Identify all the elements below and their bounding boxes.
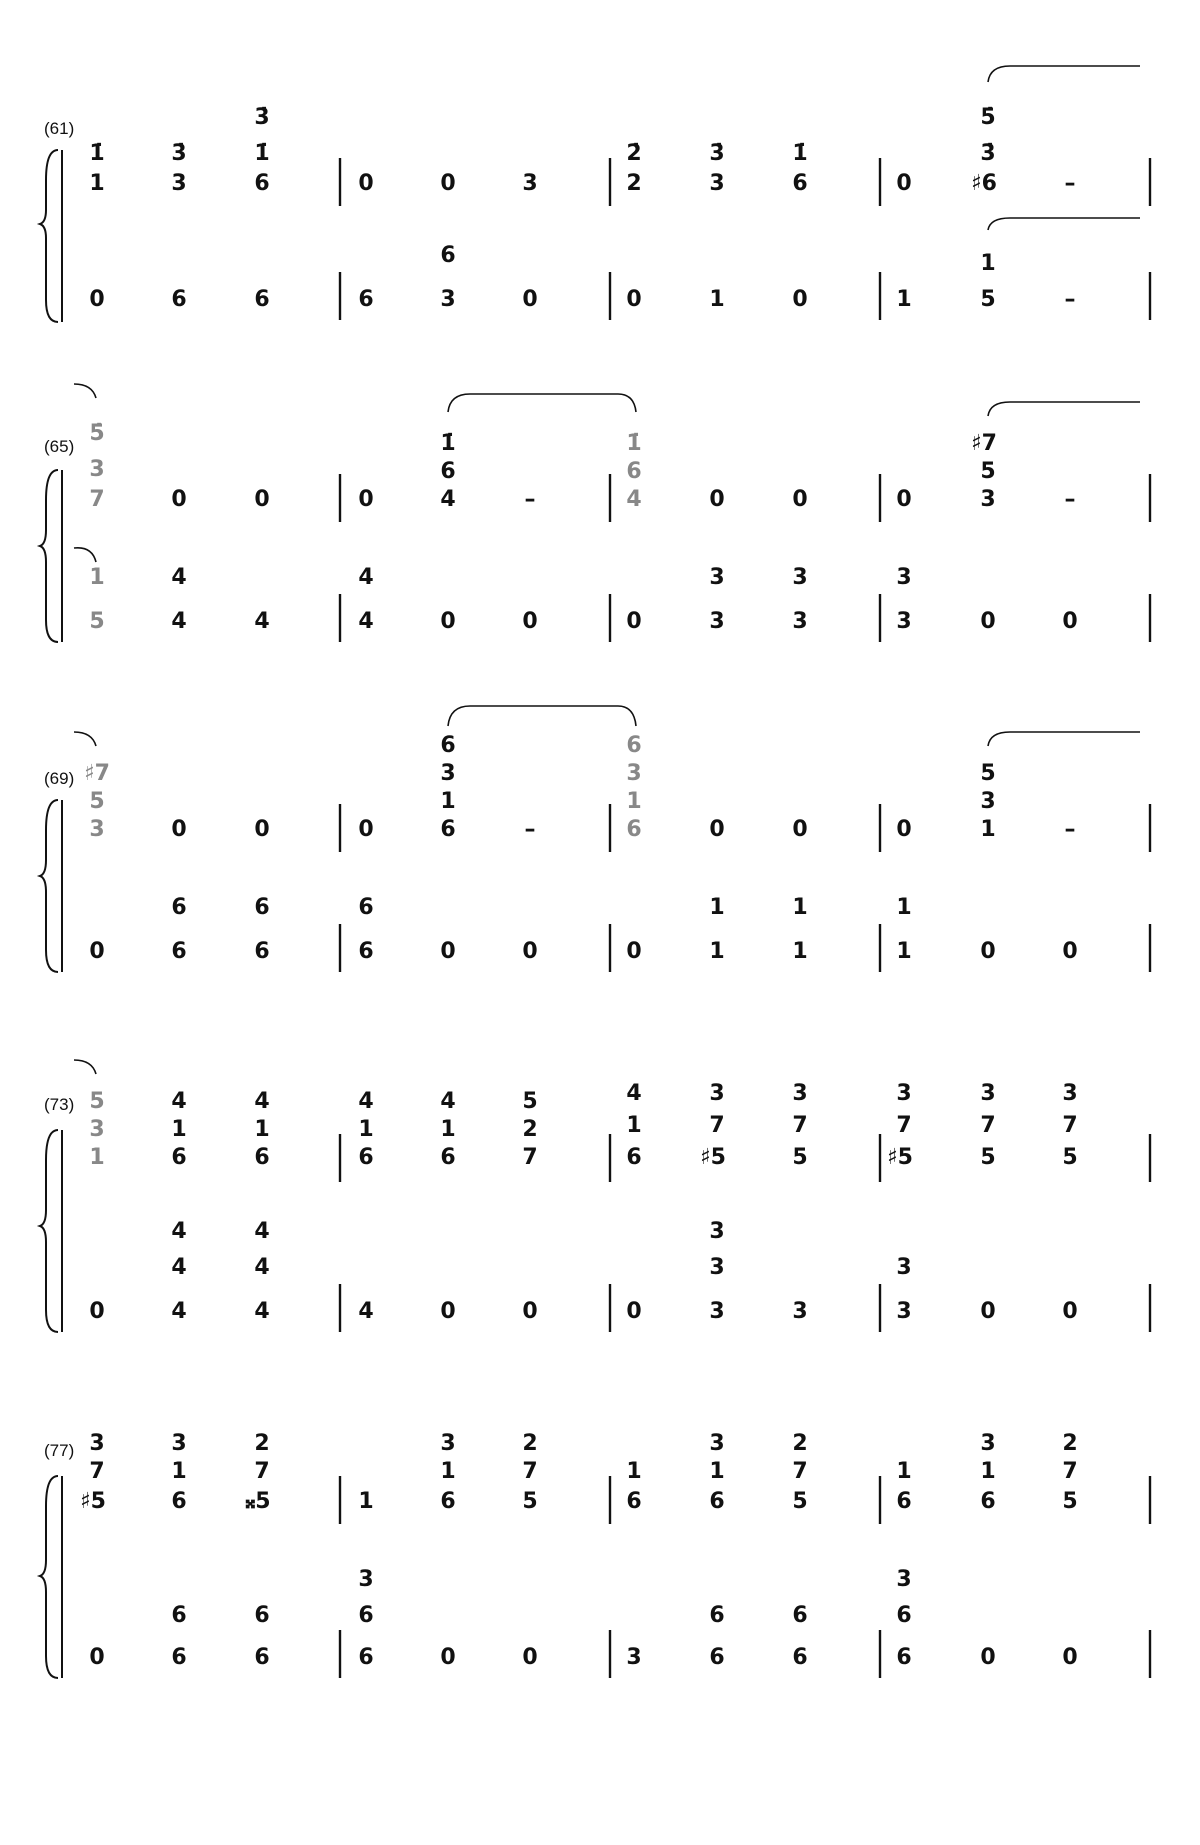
tie [74,1060,96,1074]
note: 0 [1062,1299,1078,1324]
note: 6 [440,733,456,758]
note: 6 [254,1603,270,1628]
note: 0 [626,1299,642,1324]
note: 0 [896,817,912,842]
note: 6 [709,1489,725,1514]
note: 7 [522,1145,538,1170]
note: 3 [896,1567,912,1592]
note: 7 [980,1113,996,1138]
note: 6 [358,287,374,312]
note: 4 [254,1299,270,1324]
note: 0 [980,1645,996,1670]
note: ♯5 [887,1145,913,1170]
note: 1 [980,817,996,842]
note: 4 [358,1299,374,1324]
note: 6 [254,895,270,920]
note: 3 [89,1431,105,1456]
note: 1 [89,1145,105,1170]
system-77 [40,1431,1150,1678]
tie [74,384,96,398]
note: 7 [254,1459,270,1484]
note: ♯5 [80,1489,106,1514]
note: 2 [626,171,642,196]
note: 0 [1062,939,1078,964]
note: 7 [1062,1113,1078,1138]
note: 1 [440,789,456,814]
note: 6 [792,1645,808,1670]
note: 1 [709,895,725,920]
note: 0 [171,487,187,512]
note: 6 [896,1645,912,1670]
note: 3 [626,1645,642,1670]
note: 3 [89,817,105,842]
note: 5 [89,789,105,814]
note: 2 [254,1431,270,1456]
note: 3 [626,761,642,786]
note: 6 [896,1489,912,1514]
note: 2 [522,1431,538,1456]
note: 0 [254,817,270,842]
note: 1 [440,1459,456,1484]
note: 0 [358,487,374,512]
note: 4 [171,1255,187,1280]
tie [988,218,1140,230]
note: 0 [522,1645,538,1670]
tie [74,732,96,746]
note: 6 [358,1645,374,1670]
note: 6 [709,1603,725,1628]
note: 6 [440,459,456,484]
note: 3 [792,609,808,634]
note: 3 [89,457,105,482]
note: 5 [522,1489,538,1514]
note: 1 [171,1459,187,1484]
system-61 [40,66,1150,322]
note: 0 [1062,1645,1078,1670]
note: 5 [792,1489,808,1514]
note: 1 [358,1489,374,1514]
note: 0 [626,939,642,964]
note: 5 [1062,1489,1078,1514]
note: 4 [358,1089,374,1114]
note: 3 [792,1081,808,1106]
note: 6 [980,1489,996,1514]
tie [448,394,636,412]
note: 3 [792,565,808,590]
note: 1 [896,1459,912,1484]
note: 0 [980,609,996,634]
note: 4 [171,609,187,634]
brace [40,800,58,972]
note: 3 [440,287,456,312]
note: 4 [171,1089,187,1114]
note: 3 [896,1299,912,1324]
note: 4 [358,609,374,634]
note: 0 [254,487,270,512]
note: 6 [254,939,270,964]
note: 6 [171,1489,187,1514]
note: 1 [171,1117,187,1142]
note: 4 [358,565,374,590]
note: 3 [896,1081,912,1106]
note: 1 [709,939,725,964]
note: 3 [440,1431,456,1456]
note: ♯6 [971,171,997,196]
note: 6 [254,1145,270,1170]
measure-number: (69) [44,769,75,788]
note: 7 [792,1459,808,1484]
note: 6 [709,1645,725,1670]
note: 0 [89,939,105,964]
note: 0 [440,939,456,964]
note: 3 [709,1081,725,1106]
note: 4 [171,565,187,590]
note: – [1064,287,1076,312]
note: 6 [358,1145,374,1170]
note: 6 [171,895,187,920]
note: 1 [792,895,808,920]
note: 1 [89,171,105,196]
note: 1 [626,1459,642,1484]
note: – [524,817,536,842]
note: 3 [709,1255,725,1280]
note: 3 [171,171,187,196]
note: 4 [254,609,270,634]
note: 6 [626,817,642,842]
note: 6 [440,243,456,268]
note: 6 [440,1145,456,1170]
note: 7 [89,1459,105,1484]
note: 1̇ [440,431,456,456]
note: 1 [980,1459,996,1484]
note: 0 [792,287,808,312]
note: 6 [171,939,187,964]
note: 5 [1062,1145,1078,1170]
note: 4 [626,487,642,512]
system-73 [40,1060,1150,1332]
note: 1 [896,895,912,920]
note: 0 [792,487,808,512]
note: 1 [709,287,725,312]
note: 6 [626,459,642,484]
note: ♯7 [84,761,110,786]
note: 3 [709,609,725,634]
note: – [1064,487,1076,512]
note: 0 [89,287,105,312]
tie [988,66,1140,82]
note: 0 [980,1299,996,1324]
note: 3 [709,565,725,590]
measure-number: (73) [44,1095,75,1114]
note: 0 [709,487,725,512]
note: 2 [522,1117,538,1142]
note: 7 [792,1113,808,1138]
note: 4 [626,1081,642,1106]
note: 3 [980,487,996,512]
note: 6 [171,1145,187,1170]
note: 6 [626,1145,642,1170]
note: 0 [626,609,642,634]
note: 6 [171,1603,187,1628]
note: 7 [896,1113,912,1138]
note: 3 [709,171,725,196]
note: 0 [171,817,187,842]
note: 0 [358,817,374,842]
note: 5 [980,287,996,312]
note: 3 [980,1431,996,1456]
note: 5 [980,1145,996,1170]
note: 3 [792,1299,808,1324]
tie [988,732,1140,746]
note: 6 [792,1603,808,1628]
note: 𝄪5 [245,1489,271,1514]
note: 1 [709,1459,725,1484]
note: 0 [980,939,996,964]
note: 1 [626,789,642,814]
note: 3̇ [980,141,996,166]
note: 6 [358,895,374,920]
note: ♯7 [971,431,997,456]
note: ♯5 [700,1145,726,1170]
system-65 [40,384,1150,642]
note: 1 [980,251,996,276]
note: 3̇ [709,141,725,166]
note: 0 [1062,609,1078,634]
note: 3 [980,789,996,814]
note: 0 [358,171,374,196]
note: 3 [89,1117,105,1142]
note: 1 [792,939,808,964]
note: 0 [89,1299,105,1324]
note: 0 [522,609,538,634]
note: 3 [709,1299,725,1324]
measure-number: (77) [44,1441,75,1460]
note: 7 [1062,1459,1078,1484]
note: 2̇ [626,141,642,166]
note: 6 [626,733,642,758]
note: 6 [358,1603,374,1628]
tie [448,706,636,726]
note: 4 [171,1299,187,1324]
tie [988,402,1140,416]
note: 6 [792,171,808,196]
note: – [524,487,536,512]
note: 0 [709,817,725,842]
brace [40,470,58,642]
note: 4 [254,1255,270,1280]
note: 1̇ [626,431,642,456]
note: 0 [440,171,456,196]
note: 2 [792,1431,808,1456]
note: 5 [522,1089,538,1114]
note: 5̇ [89,421,105,446]
note: 3 [709,1431,725,1456]
note: 5 [89,1089,105,1114]
system-69 [40,706,1150,972]
note: 1̇ [254,141,270,166]
note: 3 [709,1219,725,1244]
note: 3̇ [171,141,187,166]
note: 5̇ [980,105,996,130]
note: 6 [254,1645,270,1670]
note: 4 [440,1089,456,1114]
note: 7 [522,1459,538,1484]
note: 3 [440,761,456,786]
measure-number: (65) [44,437,75,456]
note: 0 [440,1645,456,1670]
measure-number: (61) [44,119,75,138]
note: 3 [171,1431,187,1456]
note: 5 [980,459,996,484]
note: 0 [896,487,912,512]
note: 3 [358,1567,374,1592]
tie [74,548,96,562]
note: 3 [1062,1081,1078,1106]
note: 4 [171,1219,187,1244]
note: 0 [89,1645,105,1670]
note: – [1064,171,1076,196]
note: 3 [896,565,912,590]
note: 3 [980,1081,996,1106]
note: 6 [440,1489,456,1514]
note: 1̇ [89,141,105,166]
note: 6 [254,287,270,312]
brace [40,1476,58,1678]
note: 0 [440,1299,456,1324]
note: 3 [896,609,912,634]
note: 3 [896,1255,912,1280]
note: 1 [254,1117,270,1142]
note: 0 [522,287,538,312]
note: 7 [709,1113,725,1138]
note: 6 [440,817,456,842]
note: 1 [89,565,105,590]
note: 6 [626,1489,642,1514]
note: 1 [896,287,912,312]
note: 1 [358,1117,374,1142]
note: 2 [1062,1431,1078,1456]
note: 0 [522,939,538,964]
note: 3 [522,171,538,196]
note: 5 [792,1145,808,1170]
note: 7 [89,487,105,512]
note: 0 [522,1299,538,1324]
note: 4 [440,487,456,512]
note: 4 [254,1089,270,1114]
note: 1 [440,1117,456,1142]
brace [40,150,58,322]
note: 4 [254,1219,270,1244]
note: 0 [792,817,808,842]
note: 5 [89,609,105,634]
brace [40,1130,58,1332]
note: 3̇ [254,105,270,130]
note: – [1064,817,1076,842]
note: 6 [254,171,270,196]
note: 0 [626,287,642,312]
note: 0 [896,171,912,196]
note: 6 [171,287,187,312]
note: 6 [358,939,374,964]
note: 1̇ [792,141,808,166]
note: 1 [626,1113,642,1138]
note: 5 [980,761,996,786]
note: 1 [896,939,912,964]
note: 6 [896,1603,912,1628]
note: 0 [440,609,456,634]
note: 6 [171,1645,187,1670]
